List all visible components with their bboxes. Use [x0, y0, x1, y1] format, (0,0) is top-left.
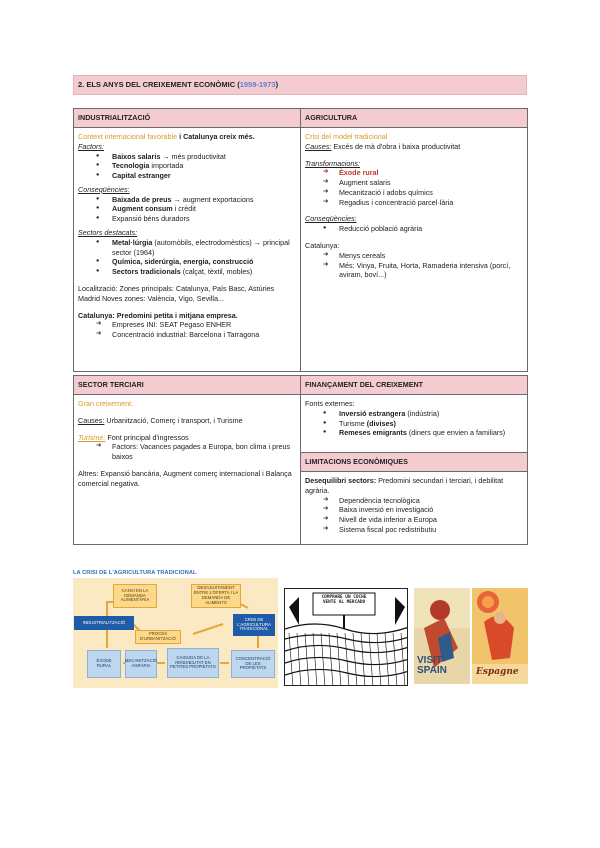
list-item: [78, 195, 296, 205]
list-item: ➔ Èxode rural: [305, 168, 523, 178]
ind-catalunya-list: [78, 320, 296, 340]
list-item: [78, 238, 296, 258]
item-text: importada: [149, 161, 184, 171]
poster-espagne: Espagne: [476, 667, 519, 677]
diagram-node-exode: ÈXODE RURAL: [87, 650, 121, 678]
diagram-node-mecanitzacio: MECANITZACIÓ AGRÀRIA: [125, 650, 157, 678]
section-title-main: 2. ELS ANYS DEL CREIXEMENT ECONÒMIC (: [78, 79, 240, 89]
list-item: [305, 409, 523, 419]
ter-turisme-list: [78, 442, 296, 462]
list-item: ➔ Augment salaris: [305, 178, 523, 188]
agricultura-cell: [301, 128, 528, 372]
bold-text: (divises): [366, 418, 396, 428]
item-text: Predomini secundari i terciari, i debilitat agrària.: [305, 476, 504, 495]
ind-sectors-list: [78, 238, 296, 277]
list-item: ➔ Empreses INI: SEAT Pegaso ENHER: [78, 320, 296, 330]
list-item: ● Reducció població agrària: [305, 224, 523, 234]
diagram-title: LA CRISI DE L'AGRICULTURA TRADICIONAL: [73, 570, 197, 576]
bold-text: Tecnologia: [112, 161, 150, 171]
ter-altres: Altres: Expansió bancària, Augment comerç internacional i Balança comercial negativa.: [78, 468, 292, 488]
agriculture-crisis-diagram: [73, 578, 278, 688]
lim-list: [305, 496, 523, 535]
item-text: (diners que envien a familiars): [406, 428, 506, 438]
bold-text: Química, siderúrgia, energia, construcció: [112, 257, 254, 267]
section-title-years: 1959-1973: [239, 79, 276, 89]
list-item: [78, 204, 296, 214]
list-item: ➔ Regadius i concentració parcel·lària: [305, 198, 523, 208]
industrialitzacio-header: INDUSTRIALITZACIÓ: [74, 109, 301, 128]
ter-turisme: [78, 433, 296, 443]
list-item: [78, 161, 296, 171]
bold-text: Augment consum: [112, 204, 173, 214]
list-item: [305, 419, 523, 429]
agr-catalunya-label: Catalunya:: [305, 241, 340, 251]
agricultura-header: AGRICULTURA: [301, 109, 528, 128]
list-item: ➔ Dependència tecnològica: [305, 496, 523, 506]
ter-causes: [78, 416, 296, 426]
ter-causes-text: Urbanització, Comerç i transport, i Turisme: [104, 415, 243, 425]
fin-fonts-label: Fonts externes:: [305, 399, 355, 408]
list-item: ➔ Sistema fiscal poc redistributiu: [305, 525, 523, 535]
tourism-posters: [414, 588, 528, 684]
terciari-cell: [74, 395, 301, 545]
diagram-node-crisi: CRISI DE L'AGRICULTURA TRADICIONAL: [233, 614, 275, 636]
ter-turisme-label: Turisme:: [78, 432, 106, 442]
diagram-node-caiguda: CAIGUDA DE LA RENDIBILITAT EN PETITES PROPIETATS: [167, 648, 219, 678]
terciari-header: SECTOR TERCIARI: [74, 376, 301, 395]
item-text: Turisme: [339, 418, 367, 428]
bold-text: Desequilibri sectors:: [305, 476, 377, 485]
item-text: (indústria): [405, 408, 440, 418]
list-item: [78, 171, 296, 181]
diagram-node-industrialitzacio: INDUSTRIALITZACIÓ: [74, 616, 134, 630]
item-text: i crèdit: [172, 204, 196, 214]
list-item: ➔ Més: Vinya, Fruita, Horta, Ramaderia intensiva (porcí, aviram, boví...): [305, 261, 523, 281]
bold-text: Inversió estrangera: [339, 408, 406, 418]
agr-consequencies-list: [305, 224, 523, 234]
ind-factors-label: Factors:: [78, 141, 104, 151]
lim-desequilibri: [305, 476, 523, 496]
bold-text: Baixada de preus: [112, 194, 172, 204]
financament-cell: [301, 395, 528, 453]
ter-creixement: Gran creixement.: [78, 399, 134, 408]
economy-table-1: [73, 108, 528, 372]
agr-transformacions-label: Transformacions:: [305, 158, 360, 168]
list-item: ➔ Menys cereals: [305, 251, 523, 261]
diagram-node-canvi: CANVI EN LA DEMANDA ALIMENTÀRIA: [113, 584, 157, 608]
list-item: ➔ Nivell de vida inferior a Europa: [305, 515, 523, 525]
limitacions-header: LIMITACIONS ECONÒMIQUES: [301, 453, 528, 472]
list-item: ➔ Concentració industrial: Barcelona i Tarragona: [78, 330, 296, 340]
item-text: → augment exportacions: [171, 194, 254, 204]
list-item: [78, 267, 296, 277]
ind-catalunya: Catalunya: Predomini petita i mitjana empresa.: [78, 310, 238, 320]
diagram-node-proces: PROCÉS D'URBANITZACIÓ: [135, 630, 181, 644]
section-title-close: ): [275, 79, 279, 89]
list-item: [305, 428, 523, 438]
agr-causes-text: Excés de mà d'obra i baixa productivitat: [331, 141, 461, 151]
bold-text: Remeses emigrants: [339, 428, 407, 438]
item-text: → més productivitat: [160, 151, 226, 161]
ind-factors-list: [78, 152, 296, 181]
agr-catalunya-list: [305, 251, 523, 280]
diagram-node-concentracio: CONCENTRACIÓ DE LES PROPIETATS: [231, 650, 275, 678]
list-item: [78, 214, 296, 224]
ter-causes-label: Causes:: [78, 415, 105, 425]
item-text: (automòbils, electrodomèstics) → principal sector (1964): [112, 237, 290, 257]
item-text: (calçat, tèxtil, mobles): [180, 267, 253, 277]
industrialitzacio-cell: [74, 128, 301, 372]
bold-text: Metal·lúrgia: [112, 237, 153, 247]
agr-crisi: Crisi del model tradicional: [305, 132, 388, 141]
ind-consequencies-label: Conseqüències:: [78, 184, 130, 194]
ind-context-a: Context internacional favorable: [78, 132, 178, 141]
poster-visit-spain: VISIT SPAIN: [417, 655, 447, 676]
bold-text: Capital estranger: [112, 171, 171, 181]
ind-context: [78, 132, 296, 142]
list-item: ➔ Factors: Vacances pagades a Europa, bon clima i preus baixos: [78, 442, 296, 462]
ind-sectors-label: Sectors destacats:: [78, 228, 138, 238]
bold-text: Sectors tradicionals: [112, 267, 181, 277]
limitacions-cell: [301, 472, 528, 545]
economy-table-2: [73, 375, 528, 545]
agr-consequencies-label: Conseqüències:: [305, 214, 357, 224]
list-item: [78, 257, 296, 267]
list-item: [78, 152, 296, 162]
agr-transformacions-list: [305, 168, 523, 207]
cartoon-sign-text: COMPRARE UN COCHE VENTE AL MERCADO: [321, 595, 367, 606]
ind-consequencies-list: [78, 195, 296, 224]
financament-header: FINANÇAMENT DEL CREIXEMENT: [301, 376, 528, 395]
bold-text: Baixos salaris: [112, 151, 161, 161]
ind-localitzacio: Localització: Zones principals: Catalunya, País Basc, Astúries Madrid Noves zones: València, Vigo, Sevilla...: [78, 283, 275, 303]
ter-turisme-text: Font principal d'ingressos: [105, 432, 189, 442]
fin-list: [305, 409, 523, 438]
list-item: ➔ Baixa inversió en investigació: [305, 505, 523, 515]
ind-context-b: i Catalunya creix més.: [177, 132, 255, 141]
agr-causes-label: Causes:: [305, 141, 332, 151]
item-text: Expansió béns duradors: [112, 214, 190, 224]
agr-causes: [305, 142, 523, 152]
list-item: ➔ Mecanització i adobs químics: [305, 188, 523, 198]
section-title: [73, 75, 527, 95]
cartoon-image: [284, 588, 408, 686]
diagram-node-desajustament: DESAJUSTAMENT ENTRE L'OFERTA I LA DEMANDA DE ALIMENTS: [191, 584, 241, 608]
